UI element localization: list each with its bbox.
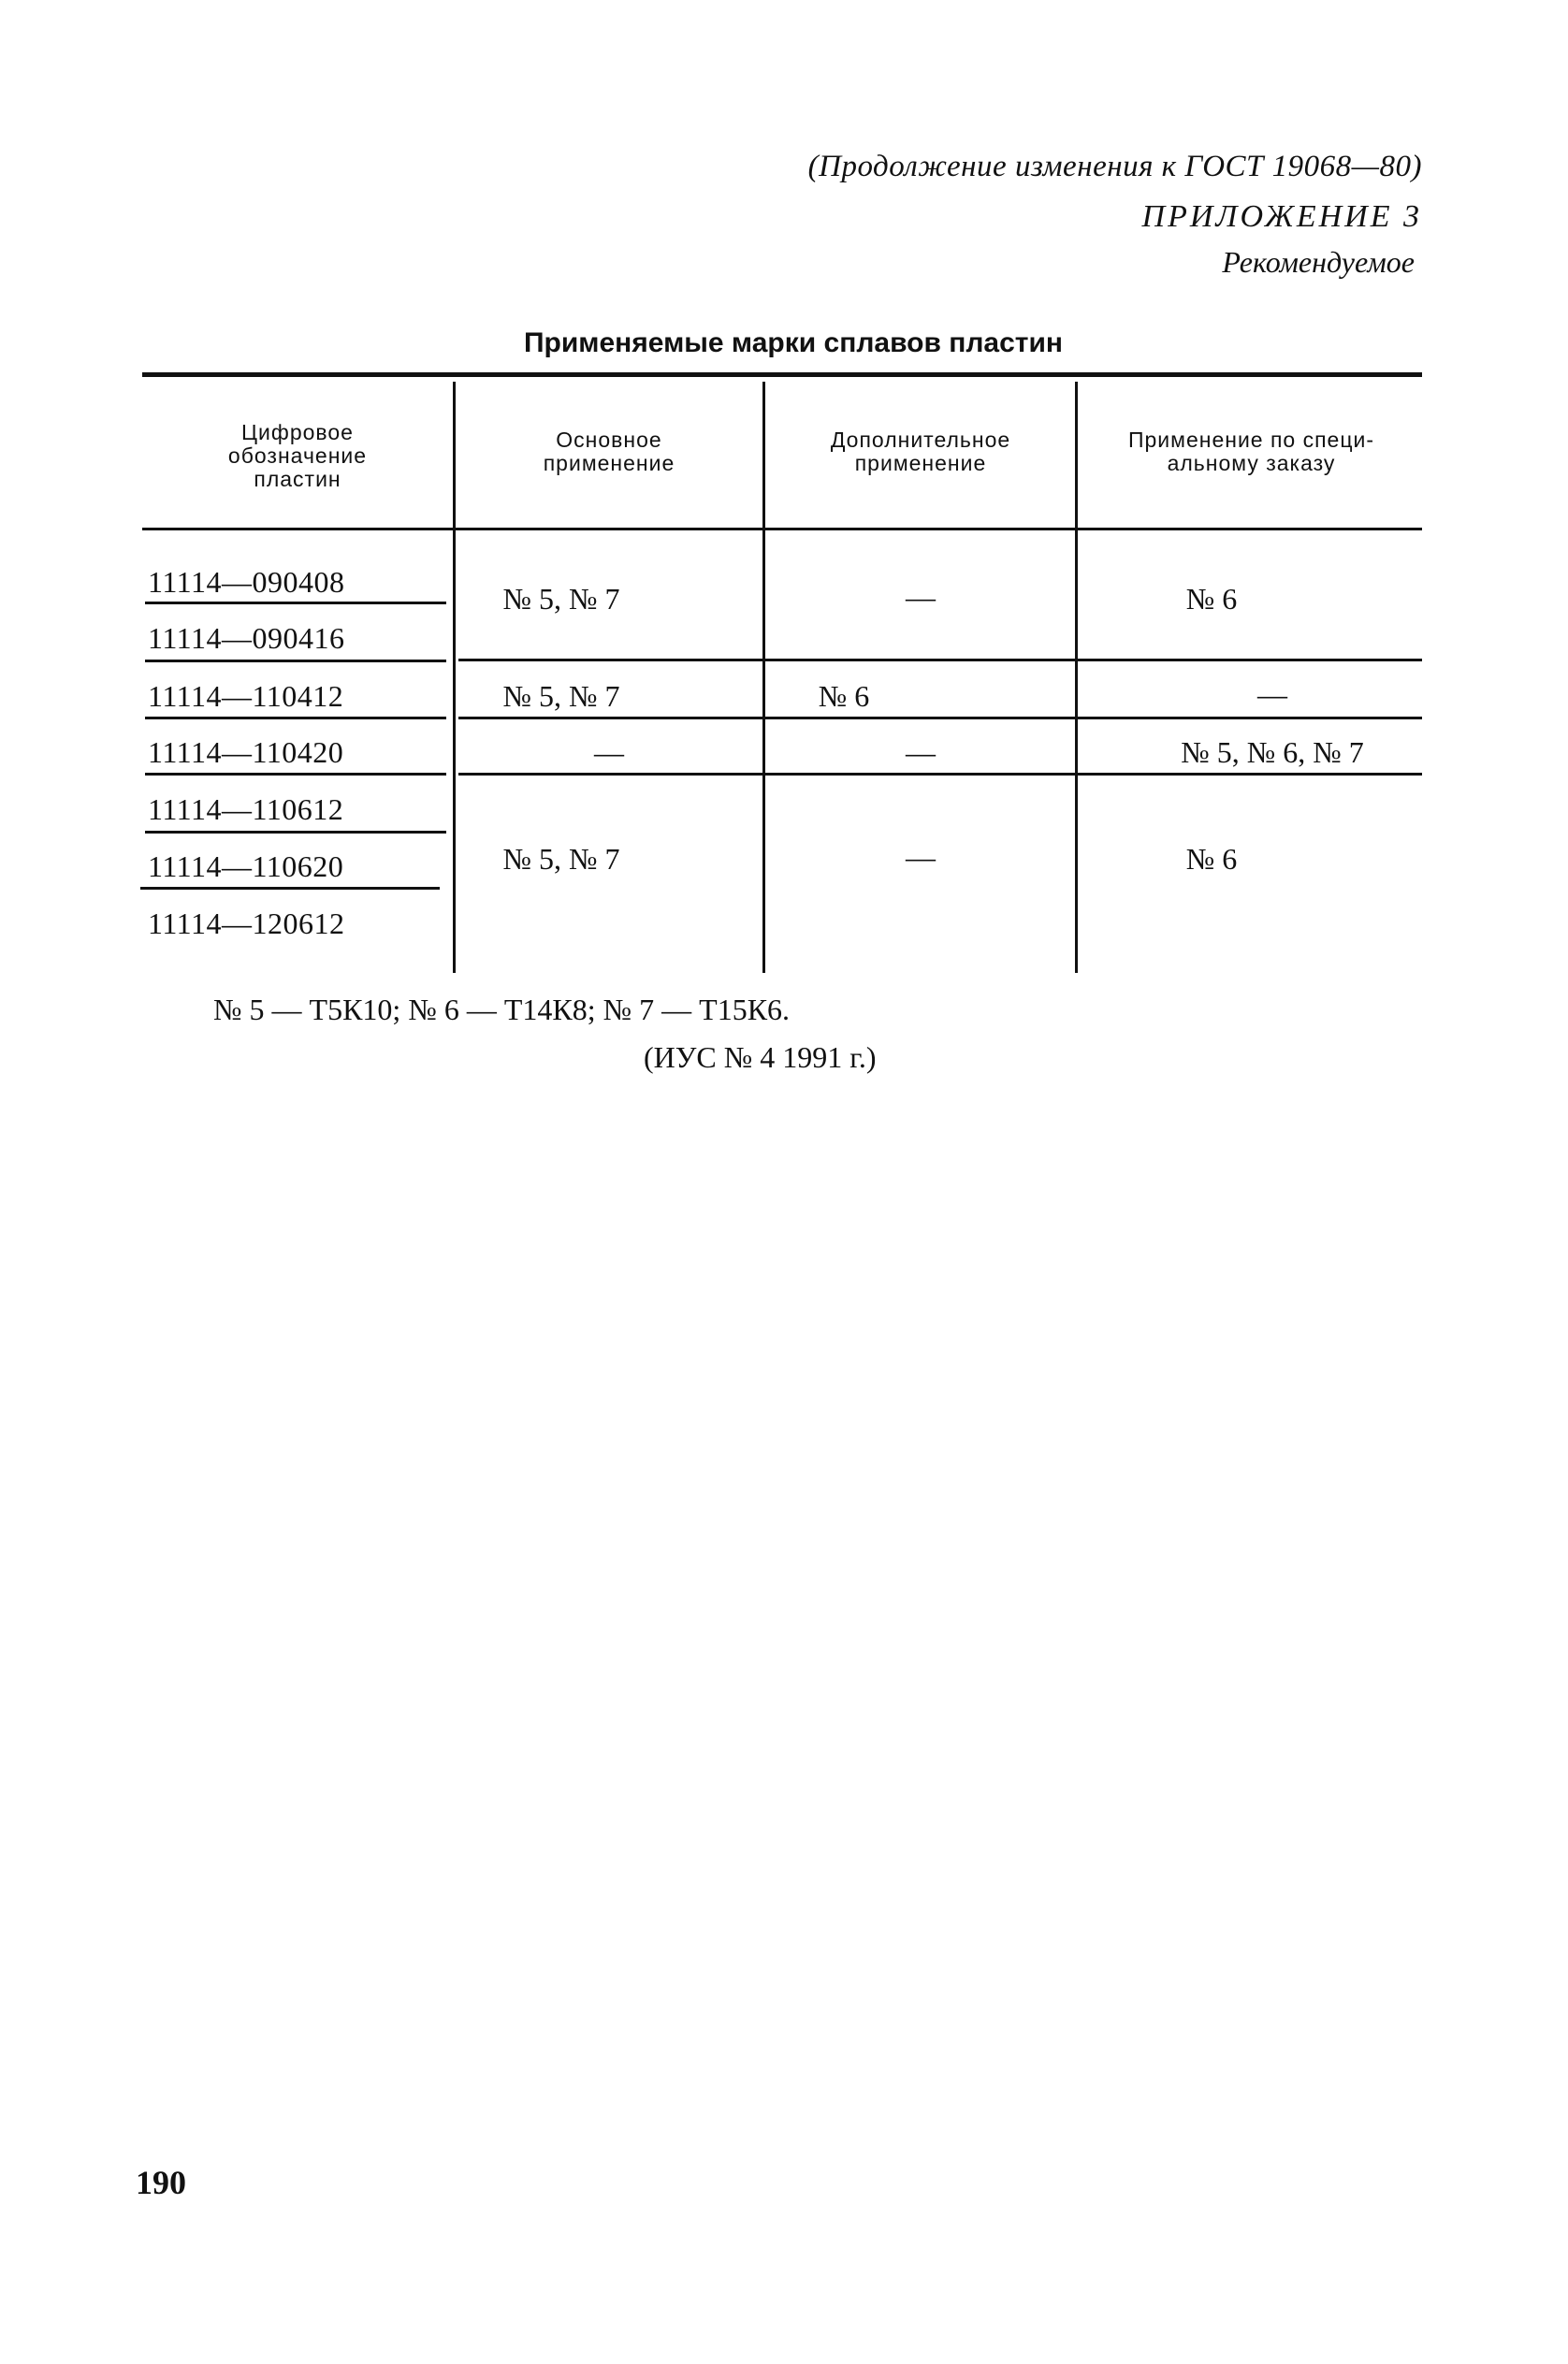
row-rule [140, 887, 440, 890]
group-rule [458, 773, 1422, 776]
additional-application: — [906, 735, 936, 769]
group-rule [458, 659, 1422, 661]
row-rule [145, 602, 446, 604]
row-rule [145, 831, 446, 834]
source-reference: (ИУС № 4 1991 г.) [644, 1040, 877, 1074]
plate-code: 11114—090416 [148, 621, 345, 655]
page-number: 190 [136, 2164, 186, 2201]
column-divider-2 [762, 382, 765, 973]
plate-code: 11114—090408 [148, 565, 345, 599]
column-divider-1 [453, 382, 456, 973]
footnote: № 5 — Т5К10; № 6 — Т14К8; № 7 — Т15К6. [213, 993, 791, 1026]
appendix-status: Рекомендуемое [1222, 245, 1415, 279]
row-rule [145, 773, 446, 776]
table-header-rule [142, 528, 1422, 530]
main-application: № 5, № 7 [502, 582, 620, 616]
main-application: № 5, № 7 [502, 842, 620, 876]
special-application: — [1257, 677, 1287, 711]
plate-code: 11114—110412 [148, 679, 344, 713]
main-application: № 5, № 7 [502, 679, 620, 713]
continuation-note: (Продолжение изменения к ГОСТ 19068—80) [807, 150, 1422, 183]
column-header-special: Применение по специ- альному заказу [1127, 428, 1375, 475]
special-application: № 6 [1185, 582, 1238, 616]
column-divider-3 [1075, 382, 1078, 973]
plate-code: 11114—110420 [148, 735, 344, 769]
special-application: № 6 [1185, 842, 1238, 876]
plate-code: 11114—110620 [148, 849, 344, 883]
special-application: № 5, № 6, № 7 [1181, 735, 1364, 769]
row-rule [145, 717, 446, 719]
table-title: Применяемые марки сплавов пластин [523, 327, 1064, 358]
table-top-rule [142, 372, 1422, 377]
plate-code: 11114—120612 [148, 906, 345, 940]
additional-application: — [906, 580, 936, 614]
appendix-label: ПРИЛОЖЕНИЕ 3 [1141, 199, 1422, 234]
row-rule [145, 660, 446, 662]
additional-application: — [906, 840, 936, 874]
group-rule [458, 717, 1422, 719]
column-header-code: Цифровое обозначение пластин [227, 420, 368, 491]
plate-code: 11114—110612 [148, 792, 344, 826]
column-header-main: Основное применение [543, 428, 675, 475]
additional-application: № 6 [818, 679, 870, 713]
column-header-additional: Дополнительное применение [830, 428, 1011, 475]
main-application: — [594, 735, 624, 769]
